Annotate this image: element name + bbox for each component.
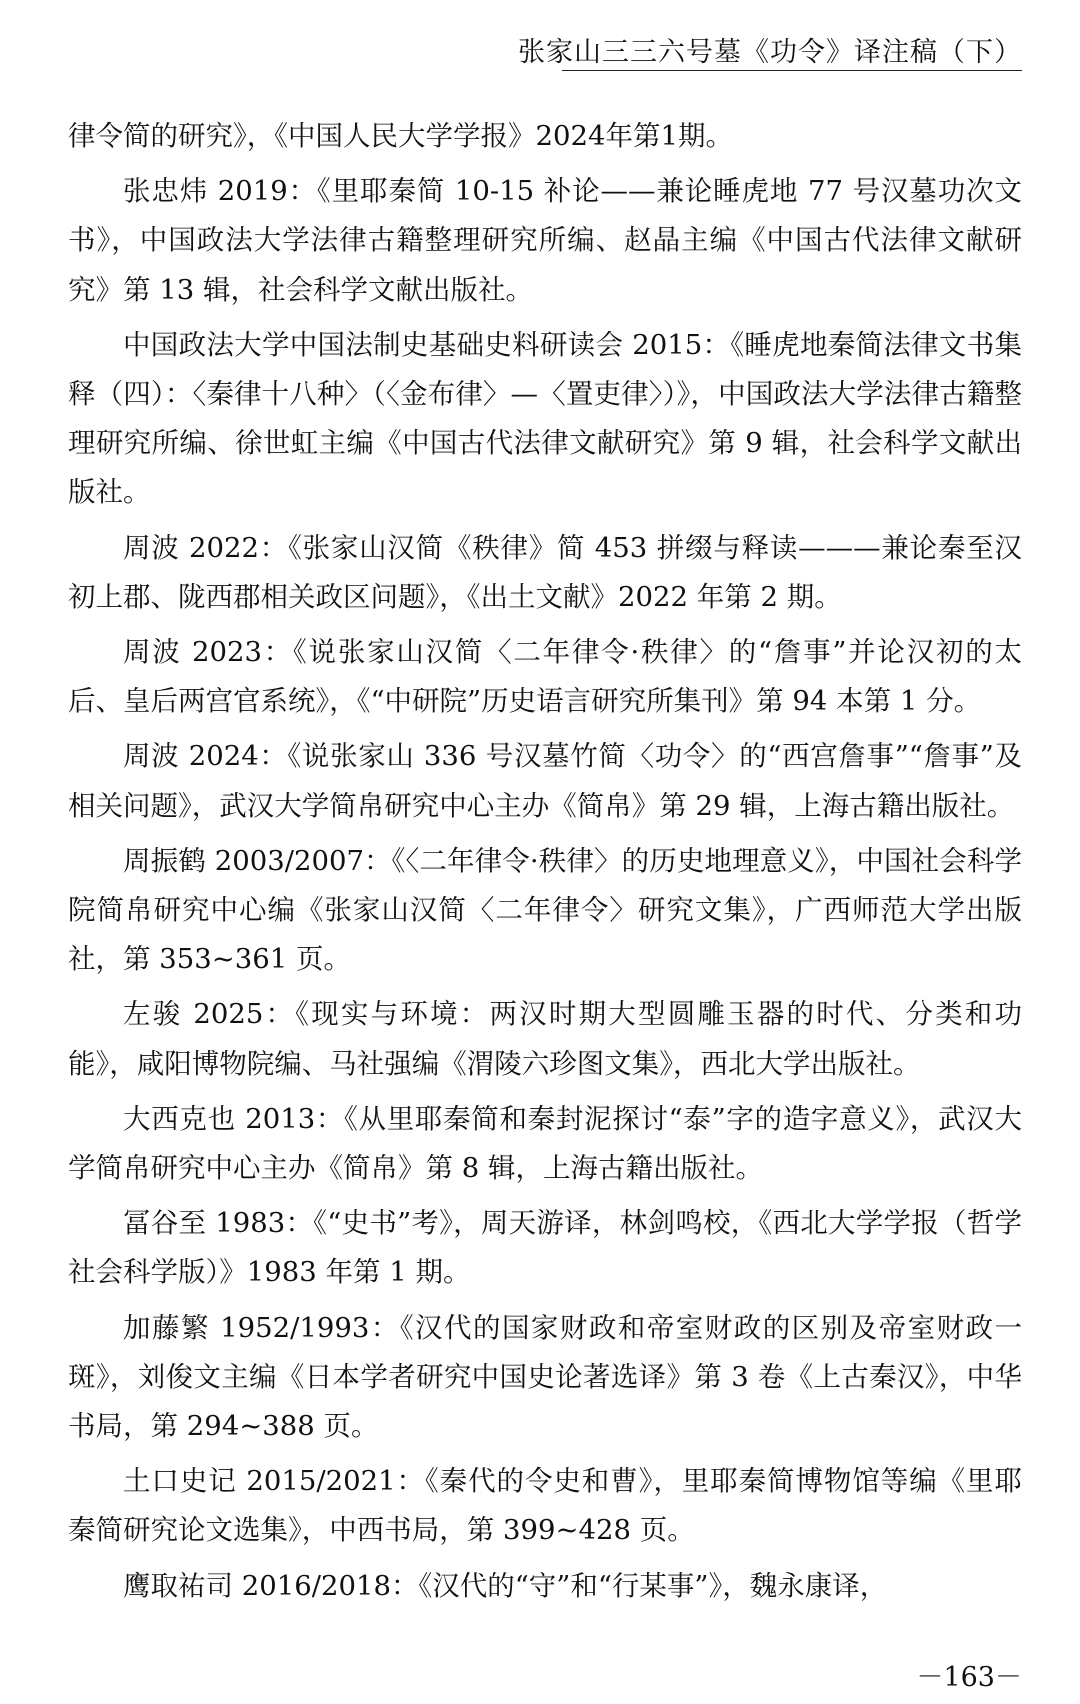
reference-entry: 张忠炜 2019：《里耶秦简 10-15 补论——兼论睡虎地 77 号汉墓功次文书》，中国政法大学法律古籍整理研究所编、赵晶主编《中国古代法律文献研究》第 13 辑，社会科学文献出版社。 — [68, 175, 1022, 306]
reference-entry: 周振鹤 2003/2007：《〈二年律令·秩律〉的历史地理意义》，中国社会科学院简帛研究中心编《张家山汉简〈二年律令〉研究文集》，广西师范大学出版社，第 353~361 页。 — [68, 844, 1022, 976]
page-number: －163－ — [916, 1662, 1022, 1693]
reference-entry: 中国政法大学中国法制史基础史料研读会 2015：《睡虎地秦简法律文书集释（四）：〈秦律十八种〉（〈金布律〉—〈置吏律〉）》，中国政法大学法律古籍整理研究所编、徐世虹主编《中国古代法律文献研究》第 9 辑，社会科学文献出版社。 — [68, 328, 1022, 509]
header-rule — [562, 70, 1022, 71]
reference-entry: 加藤繁 1952/1993：《汉代的国家财政和帝室财政的区别及帝室财政一斑》，刘俊文主编《日本学者研究中国史论著选译》第 3 卷《上古秦汉》，中华书局，第 294~388 页。 — [68, 1311, 1022, 1443]
reference-list — [68, 112, 1022, 1617]
reference-entry: 周波 2023：《说张家山汉简〈二年律令·秩律〉的“詹事”并论汉初的太后、皇后两宫官系统》，《“中研院”历史语言研究所集刊》第 94 本第 1 分。 — [68, 636, 1022, 718]
reference-entry: 周波 2024：《说张家山 336 号汉墓竹简〈功令〉的“西宫詹事”“詹事”及相关问题》，武汉大学简帛研究中心主办《简帛》第 29 辑，上海古籍出版社。 — [68, 740, 1022, 822]
reference-entry: 冨谷至 1983：《“史书”考》，周天游译，林剑鸣校，《西北大学学报（哲学社会科学版）》1983 年第 1 期。 — [68, 1207, 1022, 1289]
reference-entry: 大西克也 2013：《从里耶秦简和秦封泥探讨“泰”字的造字意义》，武汉大学简帛研究中心主办《简帛》第 8 辑，上海古籍出版社。 — [68, 1102, 1022, 1185]
reference-entry: 周波 2022：《张家山汉简《秩律》简 453 拼缀与释读———兼论秦至汉初上郡、陇西郡相关政区问题》，《出土文献》2022 年第 2 期。 — [68, 531, 1022, 613]
reference-entry-continued: 律令简的研究》，《中国人民大学学报》2024年第1期。 — [68, 120, 733, 152]
running-header: 张家山三三六号墓《功令》译注稿（下） — [518, 37, 1022, 68]
reference-entry: 鹰取祐司 2016/2018：《汉代的“守”和“行某事”》，魏永康译， — [123, 1569, 888, 1602]
reference-entry: 土口史记 2015/2021：《秦代的令史和曹》，里耶秦简博物馆等编《里耶秦简研究论文选集》，中西书局，第 399~428 页。 — [68, 1465, 1022, 1547]
reference-entry: 左骏 2025：《现实与环境：两汉时期大型圆雕玉器的时代、分类和功能》，咸阳博物院编、马社强编《渭陵六珍图文集》，西北大学出版社。 — [68, 998, 1022, 1080]
